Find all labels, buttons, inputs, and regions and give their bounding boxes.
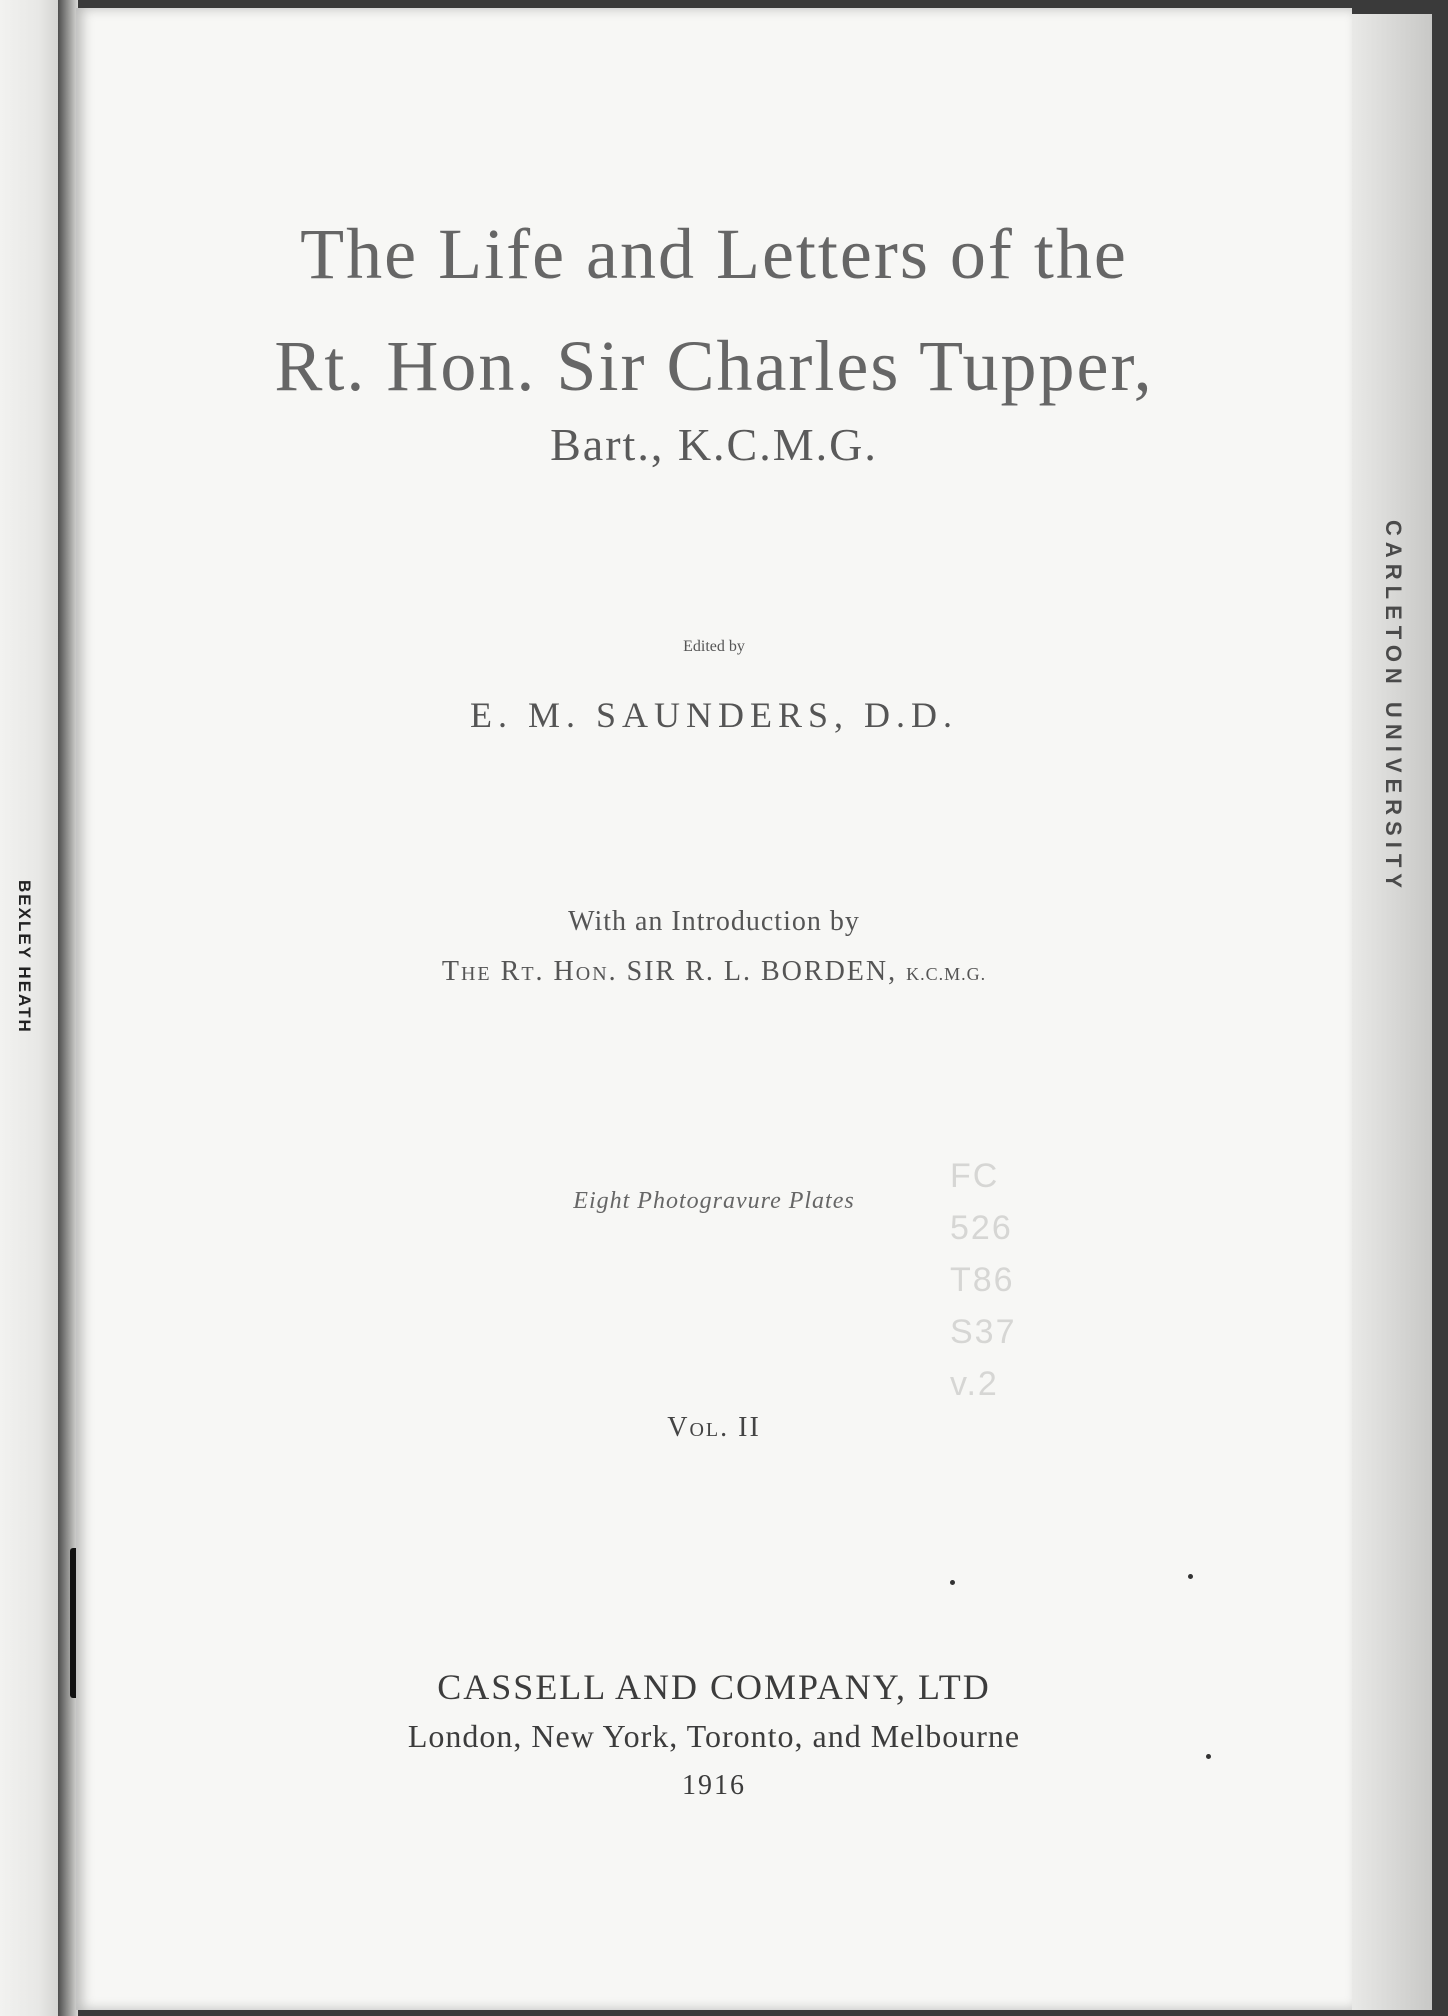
title-line-3: Bart., K.C.M.G. [550, 419, 878, 470]
book-title-2 [76, 326, 1352, 406]
publisher-places: London, New York, Toronto, and Melbourne [407, 1718, 1021, 1754]
introduction-label: With an Introduction by [568, 906, 860, 937]
call-number-line: FC [950, 1157, 1000, 1195]
call-number-line: S37 [950, 1313, 1017, 1351]
plates-note: Eight Photogravure Plates [573, 1188, 855, 1214]
introduction-author [76, 956, 1352, 988]
publication-year: 1916 [682, 1770, 746, 1801]
page-speck [1188, 1574, 1193, 1579]
call-number-line: 526 [950, 1209, 1013, 1247]
book-title-3 [76, 418, 1352, 471]
title-line-1: The Life and Letters of the [300, 214, 1128, 294]
page-speck [1206, 1754, 1211, 1759]
editor-name: E. M. SAUNDERS, D.D. [469, 695, 959, 735]
volume-label: Vol. II [667, 1412, 761, 1443]
introduction-honorific: The Rt. Hon. [441, 956, 618, 987]
book-title [76, 214, 1352, 294]
call-number-line: T86 [950, 1261, 1015, 1299]
introduction-suffix: K.C.M.G. [906, 964, 987, 984]
title-page [76, 8, 1352, 2010]
call-number [950, 1150, 1120, 1410]
book-gutter [58, 0, 78, 2016]
page-edge [1352, 14, 1432, 2010]
edge-stamp: CARLETON UNIVERSITY [1381, 520, 1406, 894]
publisher-name: CASSELL AND COMPANY, LTD [437, 1667, 991, 1707]
spine-label: BEXLEY HEATH [15, 880, 34, 1034]
introduction-name: SIR R. L. BORDEN, [626, 956, 898, 987]
page-speck [950, 1580, 955, 1585]
edited-by-label: Edited by [683, 638, 745, 655]
title-line-2: Rt. Hon. Sir Charles Tupper, [274, 326, 1154, 406]
call-number-line: v.2 [950, 1365, 999, 1403]
